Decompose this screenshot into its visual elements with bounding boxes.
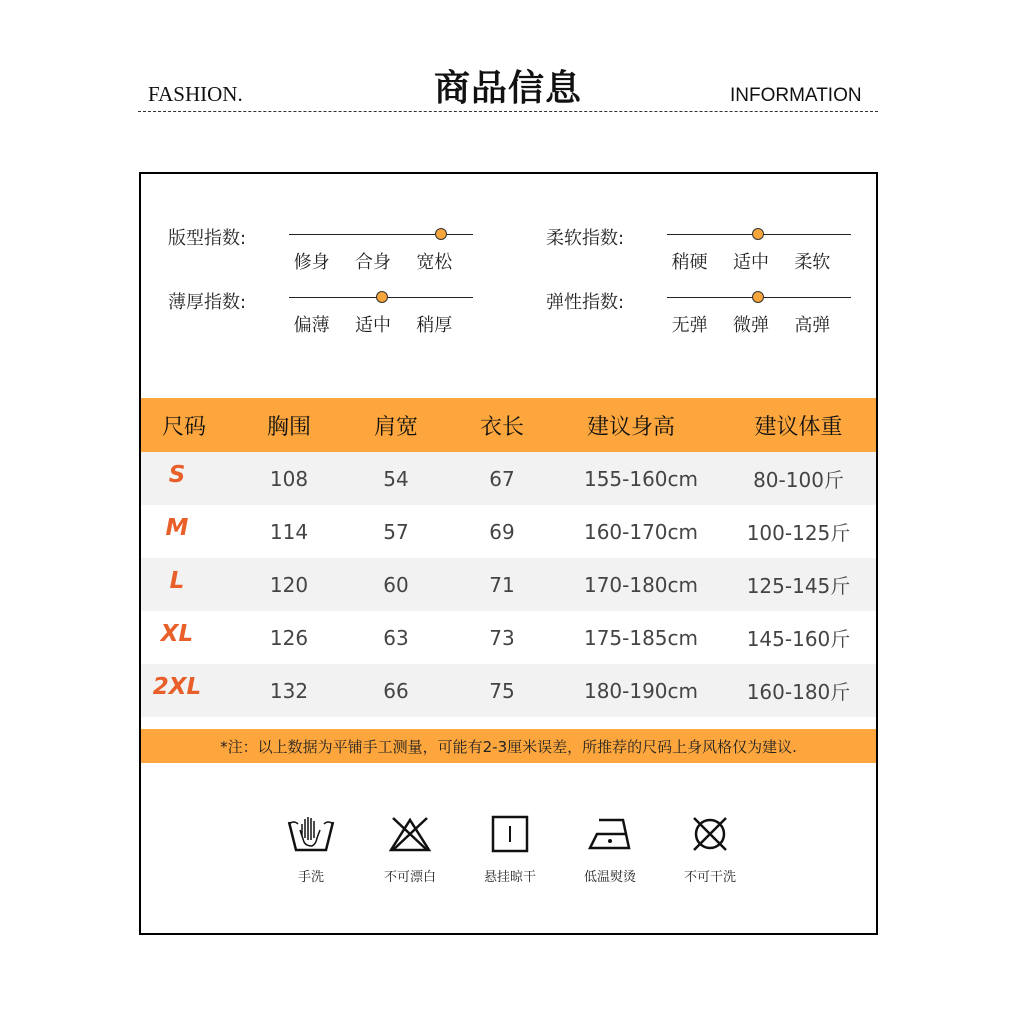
index-label: 版型指数: [168,228,247,249]
index-scale-line [289,234,473,235]
table-cell: 160-170cm [583,519,699,544]
table-cell: 69 [489,519,515,544]
size-label: XL [160,620,194,647]
index-marker-dot [752,228,764,240]
header-right-text: INFORMATION [730,85,862,106]
table-cell: 80-100斤 [753,468,844,492]
table-cell: 180-190cm [583,678,699,703]
header-left-text: FASHION. [148,82,243,106]
care-item-low-iron [570,814,650,885]
care-label: 低温熨烫 [583,870,636,885]
hang-dry-icon [490,814,530,854]
table-row [141,452,876,505]
table-cell: 132 [269,678,309,703]
size-table-header [141,398,876,452]
index-option: 修身 [293,252,330,273]
index-option: 宽松 [416,252,453,273]
care-item-hang-dry [470,814,550,885]
low-iron-icon [587,814,633,854]
size-label: L [169,567,185,594]
index-option: 柔软 [794,252,831,273]
index-scale-line [667,234,851,235]
column-header: 建议体重 [754,414,843,440]
column-header: 建议身高 [586,414,675,440]
product-info-panel [139,172,878,935]
table-cell: 54 [383,466,409,491]
index-marker-dot [752,291,764,303]
table-cell: 175-185cm [583,625,699,650]
index-scale-line [289,297,473,298]
measurement-note: *注：以上数据为平铺手工测量，可能有2-3厘米误差，所推荐的尺码上身风格仅为建议. [141,729,876,763]
no-bleach-icon [387,814,433,854]
table-cell: 67 [489,466,515,491]
table-cell: 57 [383,519,409,544]
care-label: 不可干洗 [683,870,736,885]
index-marker-dot [376,291,388,303]
table-row [141,558,876,611]
index-option: 高弹 [794,315,831,336]
table-cell: 145-160斤 [746,627,851,651]
column-header: 尺码 [161,414,206,440]
column-header: 肩宽 [373,414,418,440]
table-cell: 73 [489,625,515,650]
index-label: 薄厚指数: [168,292,247,313]
table-cell: 120 [269,572,309,597]
page-title: 商品信息 [433,68,582,109]
table-cell: 155-160cm [583,466,699,491]
size-label: S [168,461,186,488]
care-label: 悬挂晾干 [483,870,536,885]
table-cell: 71 [489,572,515,597]
table-cell: 126 [269,625,309,650]
table-cell: 63 [383,625,409,650]
index-option: 稍硬 [671,252,708,273]
care-label: 手洗 [297,870,324,885]
care-item-no-bleach [370,814,450,885]
column-header: 衣长 [479,414,524,440]
index-label: 柔软指数: [546,228,625,249]
index-label: 弹性指数: [546,292,625,313]
index-marker-dot [435,228,447,240]
table-cell: 170-180cm [583,572,699,597]
table-cell: 100-125斤 [746,521,851,545]
index-option: 适中 [732,252,769,273]
index-option: 无弹 [671,315,708,336]
table-cell: 160-180斤 [746,680,851,704]
table-row [141,611,876,664]
care-label: 不可漂白 [383,870,436,885]
table-row [141,664,876,717]
table-cell: 125-145斤 [746,574,851,598]
index-option: 微弹 [732,315,769,336]
table-row [141,505,876,558]
table-cell: 108 [269,466,309,491]
no-dry-clean-icon [690,814,730,854]
column-header: 胸围 [266,414,311,440]
table-cell: 66 [383,678,409,703]
size-label: M [165,514,189,541]
index-option: 适中 [354,315,391,336]
index-option: 合身 [354,252,391,273]
index-option: 稍厚 [416,315,453,336]
header-dashed-divider [138,111,878,112]
index-option: 偏薄 [293,315,330,336]
table-cell: 75 [489,678,515,703]
size-label: 2XL [152,673,202,700]
index-scale-line [667,297,851,298]
table-cell: 114 [269,519,309,544]
table-cell: 60 [383,572,409,597]
hand-wash-icon [286,814,336,854]
care-item-no-dry-clean [670,814,750,885]
care-item-hand-wash [271,814,351,885]
